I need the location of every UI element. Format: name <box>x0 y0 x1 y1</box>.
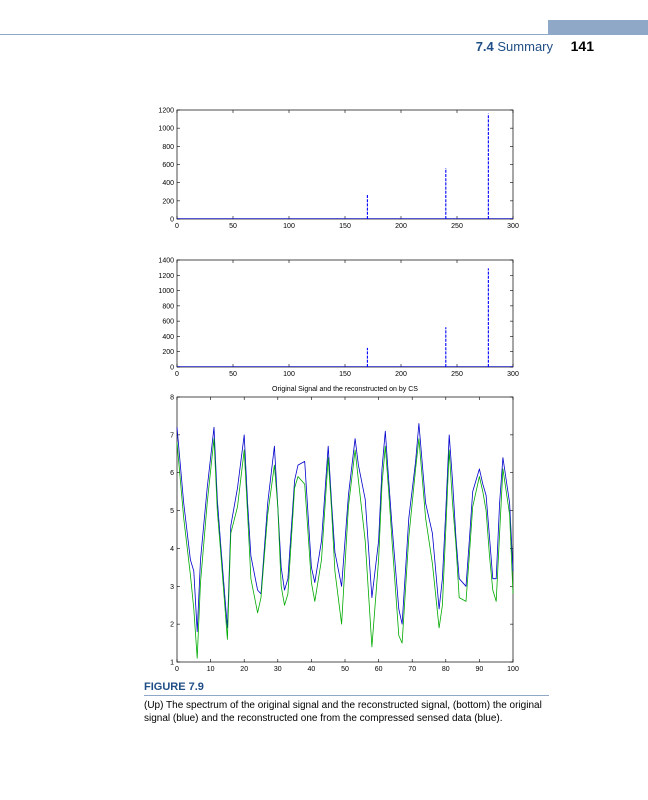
y-tick-label: 1000 <box>158 125 174 133</box>
y-tick-label: 0 <box>170 216 174 224</box>
axes-frame <box>177 110 513 219</box>
spectrum-plot-reconstructed <box>160 252 535 384</box>
x-tick-label: 100 <box>283 371 295 378</box>
y-tick-label: 200 <box>162 198 174 206</box>
axes-frame <box>177 260 513 367</box>
x-tick-label: 80 <box>441 666 450 673</box>
spectrum-plot-original <box>160 104 535 234</box>
signal-comparison-plot <box>160 380 535 678</box>
section-title: Summary <box>497 39 554 54</box>
figure-label: FIGURE 7.9 <box>144 681 204 693</box>
x-tick-label: 10 <box>206 666 215 673</box>
x-tick-label: 150 <box>339 223 351 230</box>
y-tick-label: 400 <box>162 180 174 188</box>
x-tick-label: 0 <box>175 223 179 230</box>
y-tick-label: 4 <box>170 545 174 553</box>
header-accent-bar <box>548 20 648 34</box>
y-tick-label: 200 <box>162 349 174 357</box>
y-tick-label: 6 <box>170 470 174 478</box>
y-tick-label: 3 <box>170 583 174 591</box>
x-tick-label: 50 <box>229 371 237 378</box>
x-tick-label: 100 <box>507 666 519 673</box>
x-tick-label: 20 <box>240 666 249 673</box>
x-tick-label: 50 <box>229 223 237 230</box>
y-tick-label: 0 <box>170 364 174 372</box>
x-tick-label: 300 <box>507 371 519 378</box>
x-tick-label: 200 <box>395 371 407 378</box>
x-tick-label: 250 <box>451 371 463 378</box>
x-tick-label: 100 <box>283 223 295 230</box>
y-tick-label: 7 <box>170 432 174 440</box>
section-number: 7.4 <box>475 39 494 54</box>
x-tick-label: 0 <box>175 371 179 378</box>
x-tick-label: 150 <box>339 371 351 378</box>
x-tick-label: 200 <box>395 223 407 230</box>
caption-rule <box>144 695 549 696</box>
series-line-original <box>177 424 513 632</box>
x-tick-label: 250 <box>451 223 463 230</box>
running-head <box>476 38 594 54</box>
y-tick-label: 1400 <box>158 257 174 265</box>
y-tick-label: 1000 <box>158 288 174 296</box>
x-tick-label: 40 <box>307 666 316 673</box>
figure-caption: (Up) The spectrum of the original signal and the reconstructed signal, (bottom) the original signal (blue) and the reconstructed one from the compressed sensed data (blue). <box>144 700 542 724</box>
y-tick-label: 400 <box>162 333 174 341</box>
x-tick-label: 300 <box>507 223 519 230</box>
y-tick-label: 5 <box>170 508 174 516</box>
y-tick-label: 2 <box>170 621 174 629</box>
y-tick-label: 1200 <box>158 272 174 280</box>
x-tick-label: 30 <box>273 666 282 673</box>
y-tick-label: 1 <box>170 659 174 667</box>
x-tick-label: 70 <box>408 666 417 673</box>
page-number: 141 <box>570 38 594 54</box>
y-tick-label: 800 <box>162 143 174 151</box>
x-tick-label: 50 <box>341 666 349 673</box>
x-tick-label: 0 <box>175 666 179 673</box>
y-tick-label: 8 <box>170 394 174 402</box>
header-rule <box>0 34 648 35</box>
y-tick-label: 1200 <box>158 107 174 115</box>
y-tick-label: 800 <box>162 303 174 311</box>
y-tick-label: 600 <box>162 318 174 326</box>
y-tick-label: 600 <box>162 162 174 169</box>
x-tick-label: 60 <box>374 666 383 673</box>
x-tick-label: 90 <box>475 666 484 673</box>
plot-title: Original Signal and the reconstructed on by CS <box>272 386 418 393</box>
